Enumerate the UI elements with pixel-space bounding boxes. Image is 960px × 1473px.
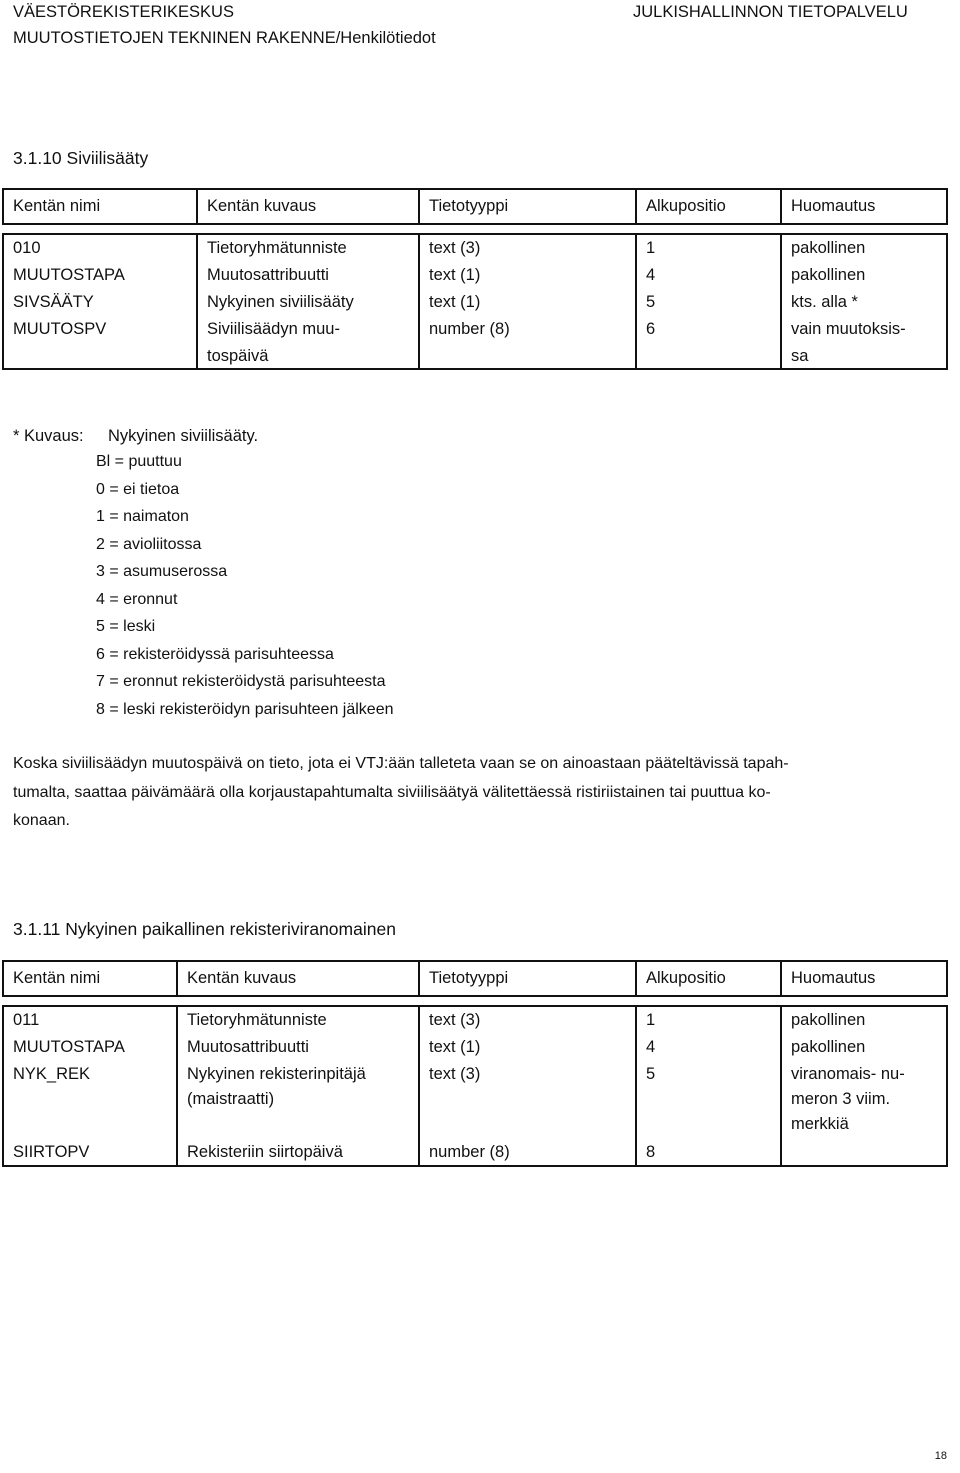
- table-border: [2, 233, 4, 370]
- code-item: 1 = naimaton: [96, 508, 189, 525]
- table-cell: Nykyinen siviilisääty: [207, 293, 354, 311]
- description-value: Nykyinen siviilisääty.: [108, 427, 259, 445]
- table-cell: Tietoryhmätunniste: [207, 239, 347, 257]
- table-cell: 8: [646, 1143, 656, 1161]
- table-cell: pakollinen: [791, 239, 866, 257]
- column-header: Kentän nimi: [13, 969, 101, 987]
- code-item: 4 = eronnut: [96, 590, 178, 608]
- table-cell: Nykyinen rekisterinpitäjä: [187, 1065, 366, 1083]
- code-item: 3 = asumuserossa: [96, 563, 228, 580]
- table-border: [2, 188, 4, 223]
- section-title: 3.1.10 Siviilisääty: [13, 148, 149, 168]
- table-border: [780, 1005, 782, 1165]
- table-cell: Siviilisäädyn muu-: [207, 320, 340, 338]
- table-cell: 5: [646, 1065, 656, 1083]
- table-cell: text (1): [429, 266, 481, 284]
- table-border: [196, 233, 198, 368]
- code-item: 0 = ei tietoa: [96, 480, 180, 498]
- table-border: [418, 960, 420, 995]
- table-border: [196, 188, 198, 223]
- table-border: [2, 960, 4, 995]
- table-border: [2, 1165, 948, 1167]
- table-border: [635, 188, 637, 223]
- code-item: Bl = puuttuu: [96, 453, 182, 470]
- table-cell: kts. alla *: [791, 293, 858, 311]
- table-cell: pakollinen: [791, 1038, 866, 1056]
- table-cell: SIIRTOPV: [13, 1143, 90, 1161]
- table-cell: text (1): [429, 293, 481, 311]
- table-cell: number (8): [429, 320, 510, 338]
- table-cell: pakollinen: [791, 1011, 866, 1029]
- table-border: [780, 233, 782, 368]
- table-cell: text (3): [429, 239, 481, 257]
- table-cell: Tietoryhmätunniste: [187, 1011, 327, 1029]
- table-cell: 1: [646, 1011, 656, 1029]
- table-border: [2, 995, 948, 997]
- table-border: [780, 188, 782, 223]
- table-border: [2, 223, 948, 225]
- paragraph-line: Koska siviilisäädyn muutospäivä on tieto, jota ei VTJ:ään talleteta vaan se on ainoastaan pääteltävissä tapah-: [13, 755, 789, 772]
- table-border: [418, 233, 420, 368]
- table-cell: viranomais- nu-: [791, 1065, 905, 1083]
- table-border: [418, 188, 420, 223]
- paragraph-line: tumalta, saattaa päivämäärä olla korjaustapahtumalta siviilisäätyä välitettäessä ristiriistainen tai puuttua ko-: [13, 783, 771, 801]
- table-border: [780, 960, 782, 995]
- table-cell: SIVSÄÄTY: [13, 293, 94, 311]
- table-cell: Muutosattribuutti: [207, 266, 329, 284]
- code-item: 6 = rekisteröidyssä parisuhteessa: [96, 645, 334, 663]
- table-cell: 4: [646, 266, 656, 284]
- column-header: Huomautus: [791, 197, 876, 215]
- table-cell: (maistraatti): [187, 1090, 275, 1108]
- table-cell: 1: [646, 239, 656, 257]
- table-cell: text (3): [429, 1011, 481, 1029]
- table-cell: vain muutoksis-: [791, 320, 906, 338]
- table-border: [418, 1005, 420, 1165]
- header-org-right: JULKISHALLINNON TIETOPALVELU: [633, 3, 908, 21]
- table-border: [2, 1005, 948, 1007]
- table-border: [946, 960, 948, 995]
- column-header: Huomautus: [791, 969, 876, 987]
- table-cell: number (8): [429, 1143, 510, 1161]
- description-label: * Kuvaus:: [13, 427, 84, 445]
- section-title: 3.1.11 Nykyinen paikallinen rekisteriviranomainen: [13, 919, 396, 939]
- column-header: Kentän kuvaus: [207, 197, 317, 215]
- table-cell: sa: [791, 347, 809, 365]
- table-border: [2, 960, 948, 962]
- paragraph-line: konaan.: [13, 812, 70, 829]
- table-border: [2, 233, 948, 235]
- header-subtitle: MUUTOSTIETOJEN TEKNINEN RAKENNE/Henkilötiedot: [13, 29, 436, 47]
- table-border: [946, 1005, 948, 1167]
- table-cell: meron 3 viim.: [791, 1090, 891, 1108]
- code-item: 2 = avioliitossa: [96, 535, 202, 553]
- column-header: Tietotyyppi: [429, 969, 509, 987]
- table-border: [176, 1005, 178, 1165]
- table-border: [176, 960, 178, 995]
- table-cell: MUUTOSPV: [13, 320, 107, 338]
- table-cell: text (3): [429, 1065, 481, 1083]
- header-org-left: VÄESTÖREKISTERIKESKUS: [13, 3, 234, 21]
- table-cell: Rekisteriin siirtopäivä: [187, 1143, 343, 1161]
- table-cell: text (1): [429, 1038, 481, 1056]
- table-cell: 5: [646, 293, 656, 311]
- table-border: [635, 1005, 637, 1165]
- column-header: Alkupositio: [646, 197, 726, 215]
- table-cell: pakollinen: [791, 266, 866, 284]
- table-border: [946, 233, 948, 370]
- table-border: [946, 188, 948, 223]
- code-item: 7 = eronnut rekisteröidystä parisuhteesta: [96, 673, 386, 690]
- code-item: 5 = leski: [96, 618, 156, 635]
- column-header: Alkupositio: [646, 969, 726, 987]
- table-cell: MUUTOSTAPA: [13, 266, 125, 284]
- table-cell: tospäivä: [207, 347, 269, 365]
- column-header: Tietotyyppi: [429, 197, 509, 215]
- table-border: [635, 233, 637, 368]
- table-cell: 4: [646, 1038, 656, 1056]
- column-header: Kentän kuvaus: [187, 969, 297, 987]
- table-border: [2, 1005, 4, 1167]
- table-cell: 010: [13, 239, 41, 257]
- table-cell: merkkiä: [791, 1115, 849, 1133]
- code-item: 8 = leski rekisteröidyn parisuhteen jälkeen: [96, 700, 394, 718]
- table-cell: 011: [13, 1011, 40, 1029]
- table-cell: MUUTOSTAPA: [13, 1038, 125, 1056]
- table-border: [2, 188, 948, 190]
- page-number: 18: [934, 1450, 947, 1462]
- table-border: [635, 960, 637, 995]
- table-cell: 6: [646, 320, 656, 338]
- table-cell: NYK_REK: [13, 1065, 91, 1083]
- column-header: Kentän nimi: [13, 197, 101, 215]
- table-cell: Muutosattribuutti: [187, 1038, 309, 1056]
